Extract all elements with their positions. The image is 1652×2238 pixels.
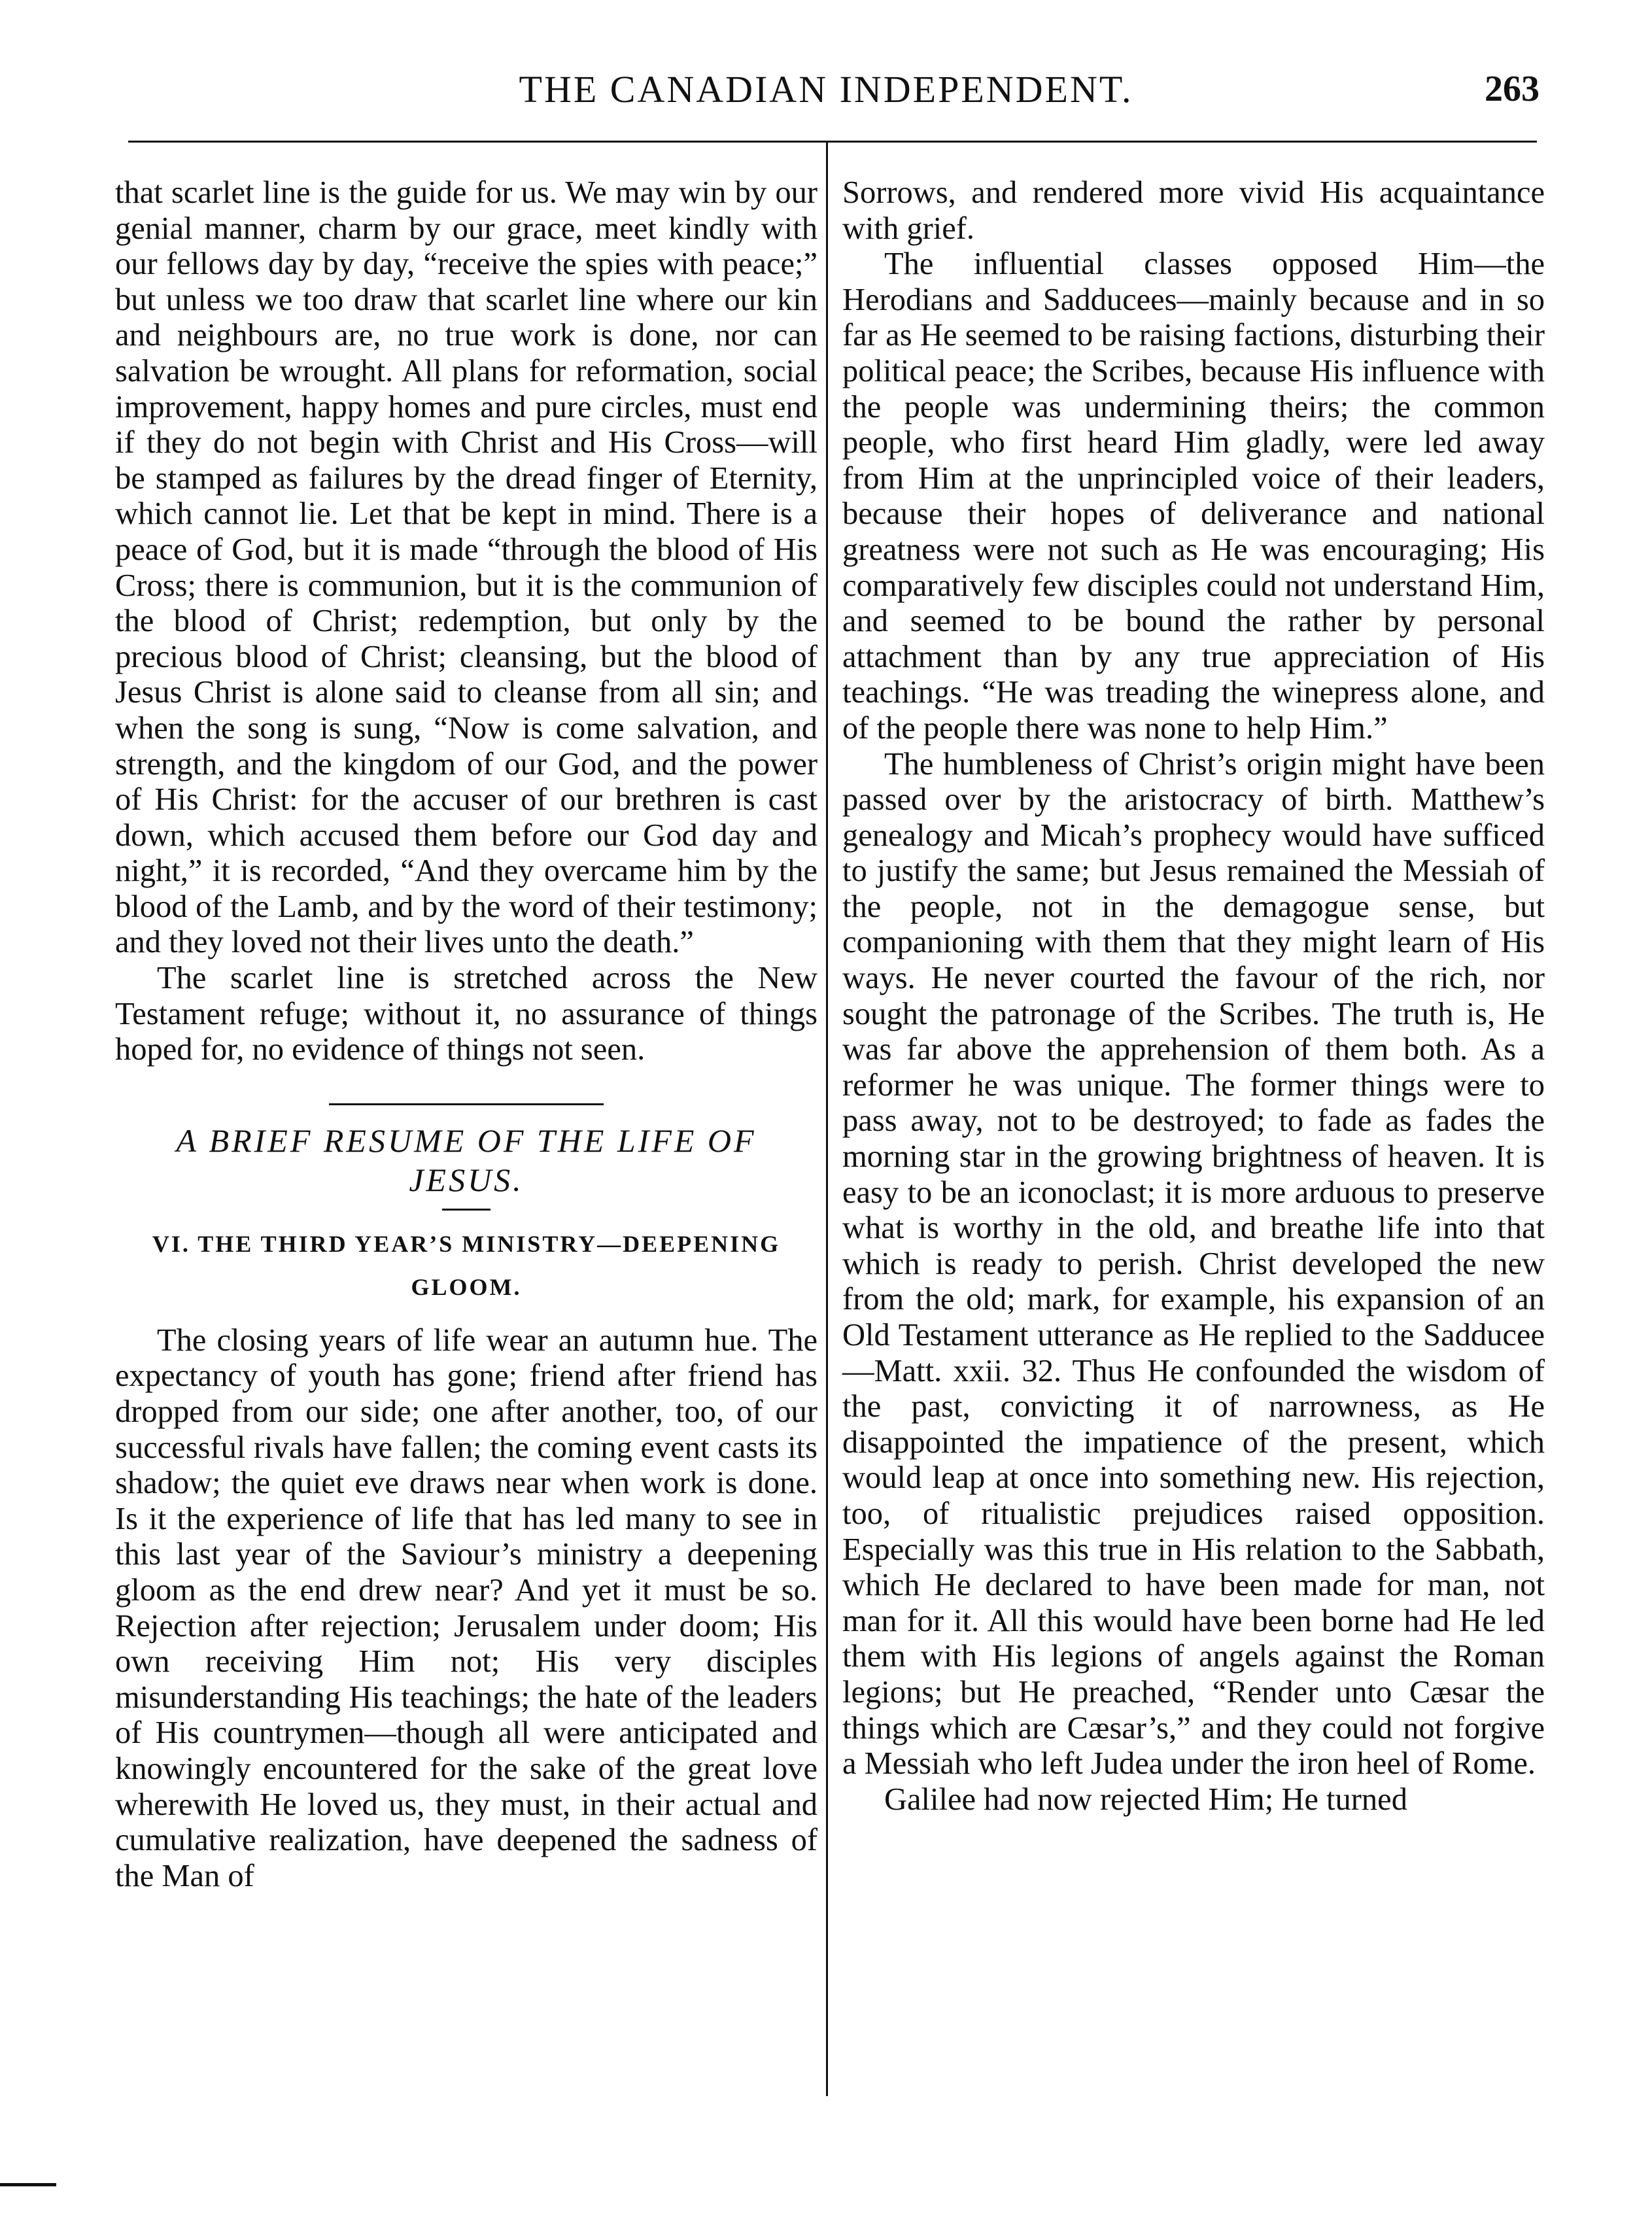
paragraph: The closing years of life wear an autumn hue. The expectancy of youth has gone; friend after friend has dropped from our side; one after another, too, of our successful rivals have fallen; the coming event casts its shadow; the quiet eve draws near when work is done. Is it the experience of life that has led many to see in this last year of the Saviour’s ministry a deepening gloom as the end drew near? And yet it must be so. Rejection after rejection; Jerusalem under doom; His own receiving Him not; His very disciples misunderstanding His teachings; the hate of the leaders of His countrymen—though all were anticipated and knowingly encountered for the sake of the great love wherewith He loved us, they must, in their actual and cumulative realization, have deepened the sadness of the Man of [115, 1322, 817, 1893]
paragraph: The humbleness of Christ’s origin might have been passed over by the aristocracy of birth. Matthew’s genealogy and Micah’s prophecy would have sufficed to justify the same; but Jesus remained the Messiah of the people, not in the demagogue sense, but companioning with them that they might learn of His ways. He never courted the favour of the rich, nor sought the patronage of the Scribes. The truth is, He was far above the apprehension of them both. As a reformer he was unique. The former things were to pass away, not to be destroyed; to fade as fades the morning star in the growing brightness of heaven. It is easy to be an iconoclast; it is more arduous to preserve what is worthy in the old, and breathe life into that which is ready to perish. Christ developed the new from the old; mark, for example, his expansion of an Old Testament utterance as He replied to the Sadducee—Matt. xxii. 32. Thus He confounded the wisdom of the past, convicting it of narrowness, as He disappointed the impatience of the present, which would leap at once into something new. His rejection, too, of ritualistic prejudices raised opposition. Especially was this true in His relation to the Sabbath, which He declared to have been made for man, not man for it. All this would have been borne had He led them with His legions of angels against the Roman legions; but He preached, “Render unto Cæsar the things which are Cæsar’s,” and they could not forgive a Messiah who left Judea under the iron heel of Rome. [842, 746, 1545, 1782]
title-divider [442, 1209, 490, 1211]
column-rule [826, 141, 828, 2096]
running-title: THE CANADIAN INDEPENDENT. [519, 68, 1133, 111]
paragraph: Sorrows, and rendered more vivid His acquaintance with grief. [842, 175, 1545, 246]
section-divider [329, 1103, 604, 1105]
header-rule [128, 141, 1537, 143]
page-number: 263 [1485, 69, 1540, 109]
left-column [115, 175, 817, 1894]
footer-mark [0, 2183, 56, 2186]
paragraph: that scarlet line is the guide for us. We may win by our genial manner, charm by our grace, meet kindly with our fellows day by day, “receive the spies with peace;” but unless we too draw that scarlet line where our kin and neighbours are, no true work is done, nor can salvation be wrought. All plans for reformation, social improvement, happy homes and pure circles, must end if they do not begin with Christ and His Cross—will be stamped as failures by the dread finger of Eternity, which cannot lie. Let that be kept in mind. There is a peace of God, but it is made “through the blood of His Cross; there is communion, but it is the communion of the blood of Christ; redemption, but only by the precious blood of Christ; cleansing, but the blood of Jesus Christ is alone said to cleanse from all sin; and when the song is sung, “Now is come salvation, and strength, and the kingdom of our God, and the power of His Christ: for the accuser of our brethren is cast down, which accused them before our God day and night,” it is recorded, “And they overcame him by the blood of the Lamb, and by the word of their testimony; and they loved not their lives unto the death.” [115, 175, 817, 960]
paragraph: The scarlet line is stretched across the New Testament refuge; without it, no assurance of things hoped for, no evidence of things not seen. [115, 961, 817, 1067]
paragraph: The influential classes opposed Him—the Herodians and Sadducees—mainly because and in so far as He seemed to be raising factions, disturbing their political peace; the Scribes, because His influence with the people was undermining theirs; the common people, who first heard Him gladly, were led away from Him at the unprincipled voice of their leaders, because their hopes of deliverance and national greatness were not such as He was encouraging; His comparatively few disciples could not understand Him, and seemed to be bound the rather by personal attachment than by any true appreciation of His teachings. “He was treading the winepress alone, and of the people there was none to help Him.” [842, 247, 1545, 746]
article-title: A BRIEF RESUME OF THE LIFE OF JESUS. [176, 1122, 757, 1198]
right-column [842, 175, 1545, 1817]
section-heading: VI. THE THIRD YEAR’S MINISTRY—DEEPENING GLOOM. [152, 1230, 781, 1300]
paragraph: Galilee had now rejected Him; He turned [884, 1782, 1407, 1817]
